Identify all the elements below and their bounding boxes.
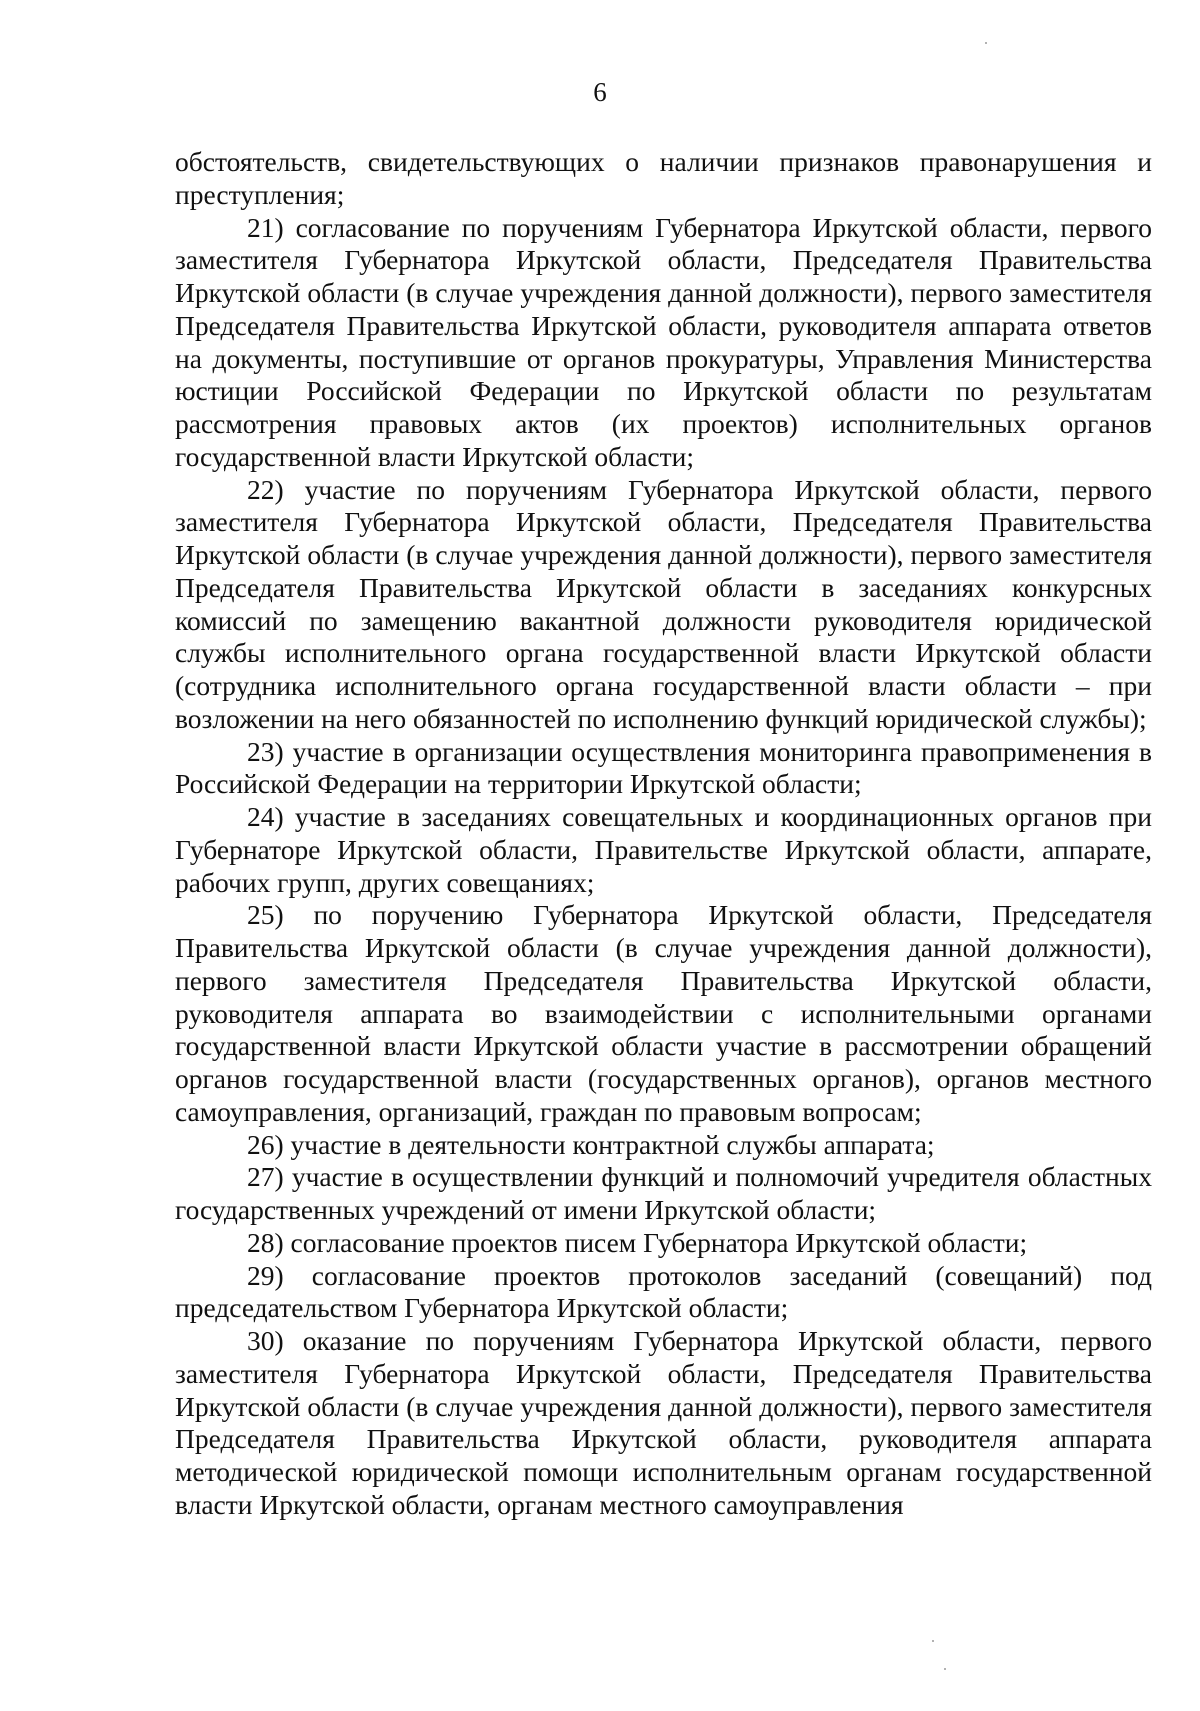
scan-speck	[932, 1640, 934, 1642]
page-number: 6	[593, 77, 607, 107]
list-item-22: 22) участие по поручениям Губернатора Иркутской области, первого заместителя Губернатора Иркутской области, Председателя Правительства Иркутской области (в случае учреждения данной должности), первого заместителя Председателя Правительства Иркутской области в заседаниях конкурсных комиссий по замещению вакантной должности руководителя юридической службы исполнительного органа государственной власти Иркутской области (сотрудника исполнительного органа государственной власти области – при возложении на него обязанностей по исполнению функций юридической службы);	[175, 473, 1152, 734]
list-item-23: 23) участие в организации осуществления мониторинга правоприменения в Российской Федерации на территории Иркутской области;	[175, 735, 1152, 800]
document-body	[175, 146, 1152, 1522]
list-item-29: 29) согласование проектов протоколов заседаний (совещаний) под председательством Губернатора Иркутской области;	[175, 1259, 1152, 1324]
list-item-24: 24) участие в заседаниях совещательных и координационных органов при Губернаторе Иркутской области, Правительстве Иркутской области, аппарате, рабочих групп, других совещаниях;	[175, 801, 1152, 898]
list-item-28: 28) согласование проектов писем Губернатора Иркутской области;	[247, 1226, 1028, 1258]
scan-speck	[985, 42, 987, 44]
list-item-21: 21) согласование по поручениям Губернатора Иркутской области, первого заместителя Губернатора Иркутской области, Председателя Правительства Иркутской области (в случае учреждения данной должности), первого заместителя Председателя Правительства Иркутской области, руководителя аппарата ответов на документы, поступившие от органов прокуратуры, Управления Министерства юстиции Российской Федерации по Иркутской области по результатам рассмотрения правовых актов (их проектов) исполнительных органов государственной власти Иркутской области;	[175, 211, 1152, 472]
list-item-25: 25) по поручению Губернатора Иркутской области, Председателя Правительства Иркутской области (в случае учреждения данной должности), первого заместителя Председателя Правительства Иркутской области, руководителя аппарата во взаимодействии с исполнительными органами государственной власти Иркутской области участие в рассмотрении обращений органов государственной власти (государственных органов), органов местного самоуправления, организаций, граждан по правовым вопросам;	[175, 899, 1152, 1127]
scan-speck	[944, 1668, 946, 1670]
list-item-26: 26) участие в деятельности контрактной службы аппарата;	[247, 1128, 935, 1160]
list-item-30: 30) оказание по поручениям Губернатора Иркутской области, первого заместителя Губернатора Иркутской области, Председателя Правительства Иркутской области (в случае учреждения данной должности), первого заместителя Председателя Правительства Иркутской области, руководителя аппарата методической юридической помощи исполнительным органам государственной власти Иркутской области, органам местного самоуправления	[175, 1325, 1152, 1520]
list-item-27: 27) участие в осуществлении функций и полномочий учредителя областных государственных учреждений от имени Иркутской области;	[175, 1161, 1152, 1225]
paragraph: обстоятельств, свидетельствующих о наличии признаков правонарушения и преступления;	[175, 146, 1152, 210]
